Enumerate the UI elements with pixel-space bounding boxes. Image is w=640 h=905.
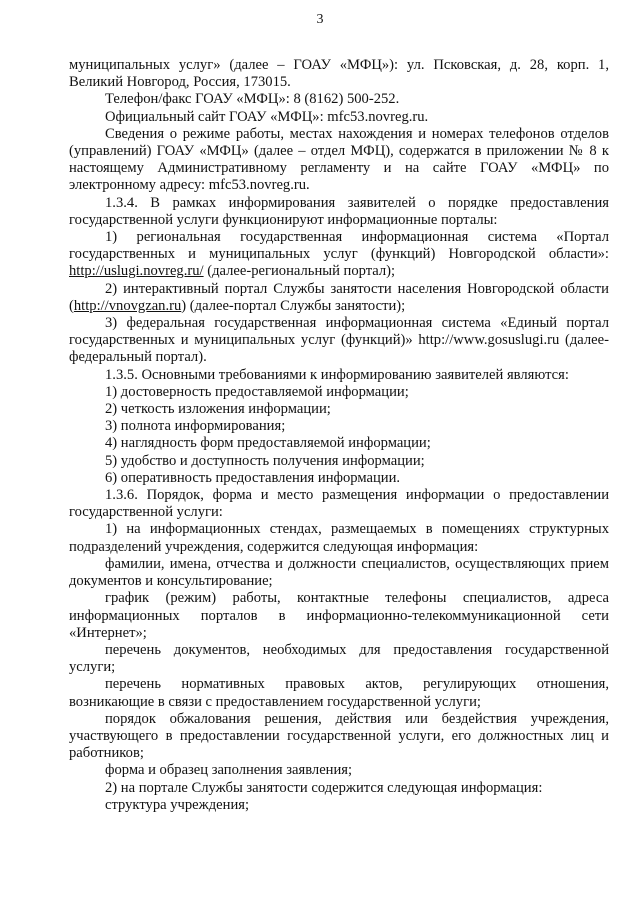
paragraph-specialists: фамилии, имена, отчества и должности специалистов, осуществляющих прием документов и консультирование;: [69, 555, 609, 590]
paragraph-documents-list: перечень документов, необходимых для предоставления государственной услуги;: [69, 641, 609, 676]
requirement-item: 5) удобство и доступность получения информации;: [105, 452, 425, 469]
requirement-item: 3) полнота информирования;: [105, 418, 286, 435]
regional-portal-link[interactable]: http://uslugi.novreg.ru/: [69, 263, 204, 280]
document-body: [69, 57, 609, 814]
page-number: 3: [316, 12, 324, 27]
paragraph-structure: структура учреждения;: [105, 796, 250, 813]
paragraph-work-schedule: график (режим) работы, контактные телефоны специалистов, адреса информационных порталов в информационно-телекоммуникационной сети «Интернет»;: [69, 590, 609, 641]
regional-portal-text: 1) региональная государственная информационная система «Портал государственных и муниципальных услуг (функций) Новгородской области»:: [69, 229, 609, 263]
paragraph-1-3-4: 1.3.4. В рамках информирования заявителей о порядке предоставления государственной услуги функционируют информационные порталы:: [69, 194, 609, 228]
paragraph-mfc-address: муниципальных услуг» (далее – ГОАУ «МФЦ»): ул. Псковская, д. 28, корп. 1, Великий Новгород, Россия, 173015.: [69, 57, 609, 91]
requirement-item: 4) наглядность форм предоставляемой информации;: [105, 435, 431, 452]
employment-portal-text: 2) интерактивный портал Службы занятости населения Новгородской области (: [69, 280, 609, 314]
paragraph-federal-portal: 3) федеральная государственная информационная система «Единый портал государственных и муниципальных услуг (функций)» http://www.gosuslugi.ru (далее-федеральный портал).: [69, 315, 609, 366]
paragraph-info-stands: 1) на информационных стендах, размещаемых в помещениях структурных подразделений учреждения, содержится следующая информация:: [69, 521, 609, 555]
employment-portal-suffix: ) (далее-портал Службы занятости);: [181, 297, 406, 314]
requirement-item: 1) достоверность предоставляемой информации;: [105, 383, 409, 400]
paragraph-legal-acts: перечень нормативных правовых актов, регулирующих отношения, возникающие в связи с предоставлением государственной услуги;: [69, 676, 609, 710]
paragraph-regional-portal: [69, 229, 609, 281]
requirement-item: 2) четкость изложения информации;: [105, 401, 331, 418]
paragraph-schedule-info: Сведения о режиме работы, местах нахождения и номерах телефонов отделов (управлений) ГОАУ «МФЦ» (далее – отдел МФЦ), содержатся в приложении № 8 к настоящему Административному регламенту и на сайте ГОАУ «МФЦ» по электронному адресу: mfc53.novreg.ru.: [69, 125, 609, 194]
paragraph-1-3-5: 1.3.5. Основными требованиями к информированию заявителей являются:: [105, 366, 569, 383]
employment-portal-link[interactable]: http://vnovgzan.ru: [73, 297, 182, 314]
paragraph-phone: Телефон/факс ГОАУ «МФЦ»: 8 (8162) 500-252.: [105, 91, 400, 108]
requirement-item: 6) оперативность предоставления информации.: [105, 469, 401, 486]
paragraph-employment-portal: [69, 281, 609, 315]
paragraph-1-3-6: 1.3.6. Порядок, форма и место размещения информации о предоставлении государственной услуги:: [69, 487, 609, 521]
paragraph-application-form: форма и образец заполнения заявления;: [105, 762, 353, 779]
paragraph-employment-portal-info: 2) на портале Службы занятости содержится следующая информация:: [105, 779, 543, 796]
regional-portal-suffix: (далее-региональный портал);: [203, 263, 396, 280]
paragraph-appeal-procedure: порядок обжалования решения, действия или бездействия учреждения, участвующего в предоставлении государственной услуги, его должностных лиц и работников;: [69, 710, 609, 762]
paragraph-site: Официальный сайт ГОАУ «МФЦ»: mfc53.novreg.ru.: [105, 108, 429, 125]
